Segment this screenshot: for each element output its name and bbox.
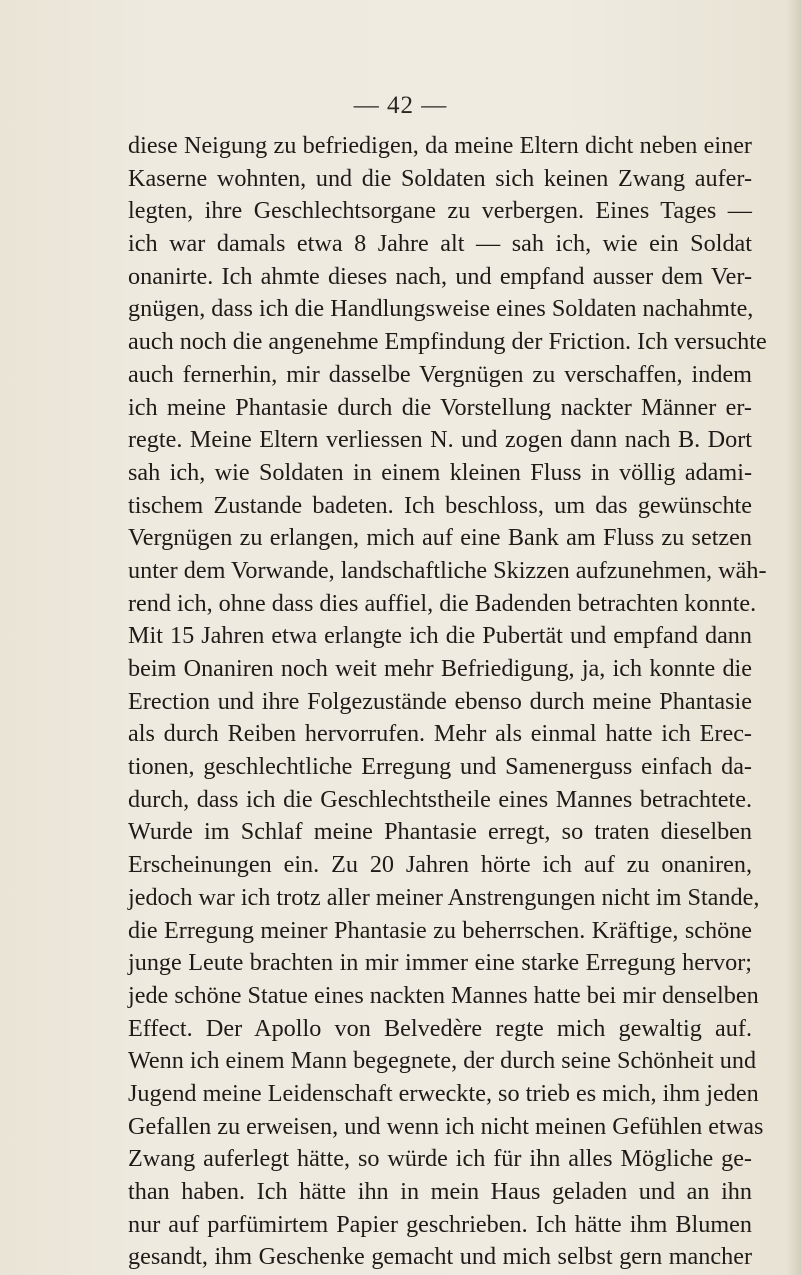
- text-line: Vergnügen zu erlangen, mich auf eine Bank am Fluss zu setzen: [128, 524, 752, 552]
- text-line: legten, ihre Geschlechtsorgane zu verbergen. Eines Tages —: [128, 197, 752, 225]
- text-line: Wurde im Schlaf meine Phantasie erregt, so traten dieselben: [128, 818, 752, 846]
- text-line: gnügen, dass ich die Handlungsweise eines Soldaten nachahmte,: [128, 295, 754, 323]
- text-line: auch fernerhin, mir dasselbe Vergnügen zu verschaffen, indem: [128, 360, 752, 388]
- text-line: beim Onaniren noch weit mehr Befriedigung, ja, ich konnte die: [128, 655, 752, 682]
- text-line: diese Neigung zu befriedigen, da meine Eltern dicht neben einer: [128, 132, 752, 159]
- text-line: Gefallen zu erweisen, und wenn ich nicht meinen Gefühlen etwas: [128, 1112, 764, 1140]
- page-number: — 42 —: [353, 92, 448, 119]
- text-line: tionen, geschlechtliche Erregung und Samenerguss einfach da-: [128, 753, 752, 781]
- text-line: Wenn ich einem Mann begegnete, der durch seine Schönheit und: [128, 1047, 757, 1075]
- text-line: junge Leute brachten in mir immer eine starke Erregung hervor;: [128, 949, 752, 977]
- text-line: ich war damals etwa 8 Jahre alt — sah ich, wie ein Soldat: [128, 230, 752, 258]
- text-line: Erection und ihre Folgezustände ebenso durch meine Phantasie: [128, 687, 752, 715]
- text-line: jede schöne Statue eines nackten Mannes hatte bei mir denselben: [128, 981, 759, 1009]
- text-line: unter dem Vorwande, landschaftliche Skizzen aufzunehmen, wäh-: [128, 556, 767, 584]
- text-line: rend ich, ohne dass dies auffiel, die Badenden betrachten konnte.: [128, 589, 757, 617]
- text-line: die Erregung meiner Phantasie zu beherrschen. Kräftige, schöne: [128, 916, 752, 944]
- text-line: tischem Zustande badeten. Ich beschloss, um das gewünschte: [128, 491, 752, 519]
- text-line: als durch Reiben hervorrufen. Mehr als einmal hatte ich Erec-: [128, 720, 752, 748]
- text-line: regte. Meine Eltern verliessen N. und zogen dann nach B. Dort: [128, 426, 752, 454]
- text-line: Kaserne wohnten, und die Soldaten sich keinen Zwang aufer-: [128, 164, 752, 192]
- text-line: Zwang auferlegt hätte, so würde ich für ihn alles Mögliche ge-: [128, 1145, 752, 1173]
- text-line: Jugend meine Leidenschaft erweckte, so trieb es mich, ihm jeden: [128, 1079, 759, 1107]
- text-line: sah ich, wie Soldaten in einem kleinen Fluss in völlig adami-: [128, 458, 752, 486]
- page-edge-shadow: [787, 0, 801, 1275]
- text-line: Mit 15 Jahren etwa erlangte ich die Pubertät und empfand dann: [128, 622, 752, 650]
- text-line: Effect. Der Apollo von Belvedère regte mich gewaltig auf.: [128, 1014, 752, 1042]
- text-line: auch noch die angenehme Empfindung der Friction. Ich versuchte: [128, 328, 767, 356]
- text-line: nur auf parfümirtem Papier geschrieben. Ich hätte ihm Blumen: [128, 1210, 752, 1238]
- text-line: gesandt, ihm Geschenke gemacht und mich selbst gern mancher: [128, 1243, 752, 1271]
- text-line: ich meine Phantasie durch die Vorstellung nackter Männer er-: [128, 393, 752, 421]
- text-line: durch, dass ich die Geschlechtstheile eines Mannes betrachtete.: [128, 785, 752, 813]
- text-line: Erscheinungen ein. Zu 20 Jahren hörte ich auf zu onaniren,: [128, 851, 752, 879]
- text-line: onanirte. Ich ahmte dieses nach, und empfand ausser dem Ver-: [128, 262, 752, 290]
- text-line: than haben. Ich hätte ihn in mein Haus geladen und an ihn: [128, 1178, 752, 1205]
- text-line: jedoch war ich trotz aller meiner Anstrengungen nicht im Stande,: [128, 883, 760, 911]
- body-text: [128, 130, 767, 1274]
